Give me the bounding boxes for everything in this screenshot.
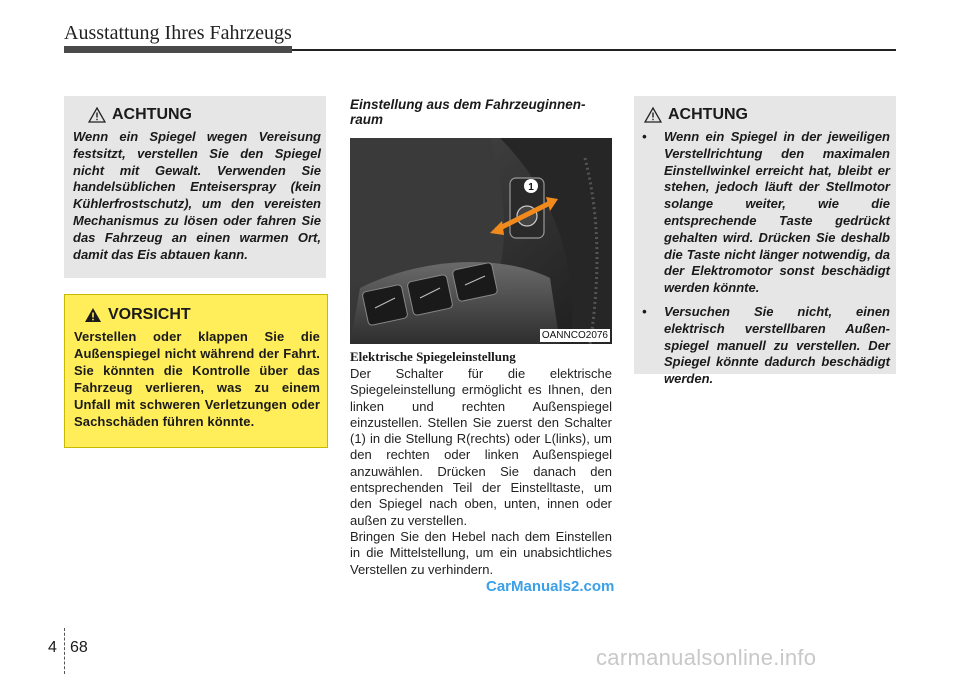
page-number: 68 [70, 639, 88, 656]
achtung-text: Wenn ein Spiegel wegen Vereisung festsitzt, verstellen Sie den Spiegel nicht mit Gewalt. Verwenden Sie handelsüblichen Enteiserspray (kein Kühlerfrostschutz), um den vereisten Mechanismus zu lösen oder fahren Sie das Fahrzeug an einen warmen Ort, damit das Eis abtauen kann. [73, 129, 321, 262]
vorsicht-title [84, 306, 191, 324]
list-item: • Versuchen Sie nicht, einen elektrisch verstellbaren Außen-spiegel manuell zu verstellen. Der Spiegel könnte dadurch beschädigt werden. [638, 304, 890, 388]
watermark-carmanuals2: CarManuals2.com [486, 578, 615, 595]
vorsicht-text: Verstellen oder klappen Sie die Außenspiegel nicht während der Fahrt. Sie könnten die Kontrolle über das Fahrzeug verlieren, was zu einem Unfall mit schweren Verletzungen oder Sachschäden führen könnte. [74, 329, 320, 429]
achtung-title [88, 106, 192, 124]
vorsicht-title-text: VORSICHT [108, 306, 191, 323]
achtung-box-left [64, 96, 326, 278]
achtung-title-text: ACHTUNG [112, 106, 192, 123]
subheading: Elektrische Spiegeleinstellung [350, 349, 516, 364]
achtung-title-right [644, 106, 748, 124]
page-chapter: 4 [48, 639, 57, 656]
paragraph-1: Der Schalter für die elektrische Spiegeleinstellung ermöglicht es Ihnen, den linken und rechten Außenspiegel einzustellen. Stellen Sie zuerst den Schalter (1) in die Stellung R(rechts) oder L(links), um den rechten oder linken Außenspiegel anzuwählen. Drücken Sie danach den entsprechenden Teil der Einstelltaste, um den Spiegel nach oben, unten, innen oder außen zu verstellen. [350, 366, 612, 528]
vorsicht-box [64, 294, 328, 448]
achtung-list [638, 129, 890, 395]
warning-filled-icon [84, 307, 102, 323]
door-panel-photo [350, 138, 612, 344]
header-rule-accent [64, 46, 292, 53]
paragraph-2: Bringen Sie den Hebel nach dem Einstellen in die Mittelstellung, um ein unabsichtliches Verstellen zu verhindern. [350, 529, 612, 577]
achtung-box-right [634, 96, 896, 387]
chapter-title: Ausstattung Ihres Fahrzeugs [64, 22, 292, 44]
callout-number: 1 [528, 182, 534, 193]
achtung-title-right-text: ACHTUNG [668, 106, 748, 123]
page-divider [64, 628, 65, 674]
image-code: OANNCO2076 [541, 330, 608, 341]
watermark-carmanualsonline: carmanualsonline.info [596, 645, 817, 670]
list-item: • Wenn ein Spiegel in der jeweiligen Verstellrichtung den maximalen Einstellwinkel erreicht hat, bleibt er stehen, jedoch läuft der Stellmotor solange weiter, wie die entsprechende Taste gedrückt gehalten wird. Drücken Sie deshalb die Taste nicht länger notwendig, da der Elektromotor sonst beschädigt werden könnte. [638, 129, 890, 297]
section-heading: Einstellung aus dem Fahrzeuginnen-raum [350, 97, 586, 127]
warning-outline-icon [88, 107, 106, 123]
door-switch-illustration [350, 138, 612, 344]
warning-outline-icon [644, 107, 662, 123]
